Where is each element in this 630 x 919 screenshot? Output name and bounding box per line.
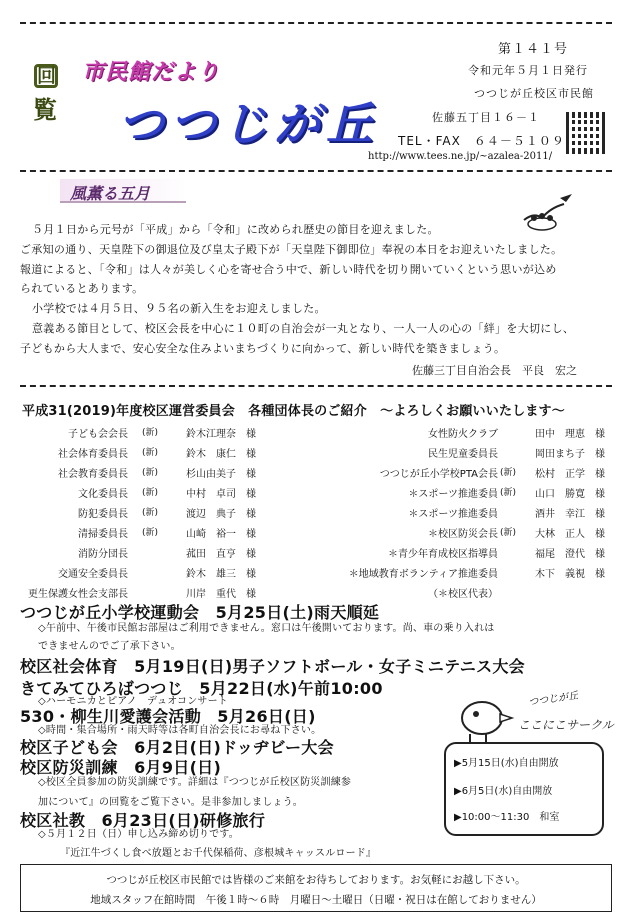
roster-l-role: 子ども会会長 [68, 429, 128, 440]
roster-l-name: 中村 卓司 [186, 489, 236, 500]
roster-l-name: 杉山由美子 [186, 469, 236, 480]
roster-r-name: 酒井 幸江 [535, 509, 585, 520]
greeting-signature: 佐藤三丁目自治会長 平良 宏之 [412, 364, 577, 377]
publisher: つつじが丘校区市民館 [474, 87, 594, 100]
circle-schedule-box [444, 742, 604, 836]
roster-l-name: 鈴木 雄三 [186, 569, 236, 580]
greeting-paragraph-3: 報道によると、「令和」は人々が美しく心を寄せ合う中で、新しい時代を切り開いていくという思いが込め [20, 263, 557, 276]
roster-row [20, 425, 620, 441]
roster-row [20, 485, 620, 501]
event-kodomo-title: 校区子ども会 6月2日(日)ドッヂビー大会 [20, 738, 334, 757]
roster-r-name: 木下 義視 [535, 569, 585, 580]
roster-l-name: 渡辺 典子 [186, 509, 236, 520]
event-530-title: 530・柳生川愛護会活動 5月26日(日) [20, 707, 316, 726]
roster-row [20, 465, 620, 481]
roster-r-name: 山口 勝寛 [535, 489, 585, 500]
roster-r-name: 大林 正人 [535, 529, 585, 540]
roster-l-role: 消防分団長 [78, 549, 128, 560]
kairan-mark: 回 [34, 64, 58, 88]
roster-l-new: (新) [142, 428, 159, 438]
roster-r-sama: 様 [595, 469, 605, 480]
roster-r-name: 松村 正学 [535, 469, 585, 480]
roster-r-role: ＊スポーツ推進委員 [408, 509, 498, 520]
roster-row [20, 505, 620, 521]
roster-l-name: 鈴木 康仁 [186, 449, 236, 460]
roster-row [20, 585, 620, 601]
newsletter-logo-title: つつじが丘 [118, 97, 378, 151]
footer-line-1: つつじが丘校区市民館では皆様のご来館をお待ちしております。お気軽にお越し下さい。 [106, 874, 526, 886]
circle-line-2: ▶6月5日(水)自由開放 [454, 786, 553, 797]
roster-r-sama: 様 [595, 429, 605, 440]
roster-row [20, 525, 620, 541]
roster-l-sama: 様 [246, 529, 256, 540]
greeting-paragraph-2: ご承知の通り、天皇陛下の御退位及び皇太子殿下が「天皇陛下御即位」奉祝の本日をお迎えいたしました。 [20, 243, 563, 256]
footer-line-2: 地域スタッフ在館時間 午後１時～６時 月曜日～土曜日（日曜・祝日は在館しておりません） [90, 894, 542, 906]
event-sports-title: 校区社会体育 5月19日(日)男子ソフトボール・女子ミニテニス大会 [20, 657, 525, 676]
roster-r-name: 田中 理恵 [535, 429, 585, 440]
roster-r-role: ＊青少年育成校区指導員 [388, 549, 498, 560]
greeting-paragraph-1: ５月１日から元号が「平成」から「令和」に改められ歴史の節目を迎えました。 [32, 223, 439, 236]
roster-l-new: (新) [142, 488, 159, 498]
roster-l-role: 防犯委員長 [78, 509, 128, 520]
header-divider [20, 170, 612, 172]
roster-l-name: 山崎 裕一 [186, 529, 236, 540]
greeting-paragraph-4: られているとあります。 [20, 282, 144, 295]
roster-l-new: (新) [142, 508, 159, 518]
circle-line-3: ▶10:00～11:30 和室 [454, 812, 560, 823]
roster-r-role: （＊校区代表） [428, 589, 498, 600]
event-shakyo-note-1: ◇５月１２日（日）申し込み締め切りです。 [38, 829, 239, 840]
roster-r-new: (新) [500, 528, 517, 538]
roster-r-sama: 様 [595, 529, 605, 540]
roster-r-sama: 様 [595, 549, 605, 560]
roster-l-role: 社会教育委員長 [58, 469, 128, 480]
roster-r-name: 岡田まち子 [535, 449, 585, 460]
roster-r-role: 女性防火クラブ [428, 429, 498, 440]
greeting-paragraph-7: 子どもから大人まで、安心安全な住みよいまちづくりに向かって、新しい時代を築きましょう。 [20, 342, 506, 355]
roster-l-new: (新) [142, 468, 159, 478]
qr-code-icon[interactable] [566, 112, 608, 154]
roster-l-sama: 様 [246, 449, 256, 460]
roster-l-sama: 様 [246, 589, 256, 600]
tel-fax: TEL・FAX ６４－５１０９ [398, 134, 565, 148]
event-sports-day-note-1: ◇午前中、午後市民館お部屋はご利用できません。窓口は午後開いております。尚、車の乗り入れは [38, 623, 495, 634]
event-530-note: ◇時間・集合場所・雨天時等は各町自治会長にお尋ね下さい。 [38, 725, 322, 736]
roster-l-sama: 様 [246, 509, 256, 520]
roster-r-sama: 様 [595, 569, 605, 580]
roster-l-new: (新) [142, 448, 159, 458]
roster-r-role: ＊校区防災会長 [428, 529, 498, 540]
section-divider [20, 385, 612, 387]
roster-r-name: 福尾 澄代 [535, 549, 585, 560]
greeting-paragraph-6: 意義ある節目として、校区会長を中心に１０町の自治会が一丸となり、一人一人の心の「絆」を大切にし、 [32, 322, 575, 335]
roster-l-sama: 様 [246, 569, 256, 580]
greeting-paragraph-5: 小学校では４月５日、９５名の新入生をお迎えしました。 [32, 302, 326, 315]
roster-r-role: ＊スポーツ推進委員 [408, 489, 498, 500]
circle-label-2: ここにこサークル [518, 718, 614, 732]
event-sports-day-title: つつじが丘小学校運動会 5月25日(土)雨天順延 [20, 603, 380, 622]
event-hiroba-title: きてみてひろばつつじ 5月22日(水)午前10:00 [20, 679, 383, 698]
event-shakyo-title: 校区社教 6月23日(日)研修旅行 [20, 811, 266, 830]
roster-l-sama: 様 [246, 489, 256, 500]
address: 佐藤五丁目１６－１ [432, 111, 540, 124]
roster-r-sama: 様 [595, 449, 605, 460]
roster-r-role: つつじが丘小学校PTA会長 [379, 469, 498, 480]
roster-r-sama: 様 [595, 509, 605, 520]
roster-l-name: 川岸 重代 [186, 589, 236, 600]
event-bousai-note-2: 加について』の回覧をご覧下さい。是非参加しましょう。 [38, 797, 303, 808]
roster-l-name: 鈴木江理奈 [186, 429, 236, 440]
kairan-mark-bottom: 覧 [33, 96, 57, 124]
roster-row [20, 545, 620, 561]
circle-label-1: つつじが丘 [527, 690, 579, 709]
bird-mascot-icon [456, 686, 516, 744]
circle-line-1: ▶5月15日(水)自由開放 [454, 758, 559, 769]
event-hiroba-note: ◇ハーモニカとピアノ デュオコンサート [38, 696, 228, 707]
roster-l-role: 清掃委員長 [78, 529, 128, 540]
roster-r-new: (新) [500, 488, 517, 498]
roster-r-sama: 様 [595, 489, 605, 500]
roster-l-role: 交通安全委員長 [58, 569, 128, 580]
event-shakyo-note-2: 『近江牛づくし食べ放題とお千代保稲荷、彦根城キャッスルロード』 [60, 848, 377, 859]
roster-r-new: (新) [500, 468, 517, 478]
roster-l-role: 社会体育委員長 [58, 449, 128, 460]
roster-row [20, 445, 620, 461]
roster-l-name: 菰田 直亨 [186, 549, 236, 560]
roster-title: 平成31(2019)年度校区運営委員会 各種団体長のご紹介 ～よろしくお願いいたします～ [22, 404, 565, 419]
roster-l-sama: 様 [246, 469, 256, 480]
event-sports-day-note-2: できませんのでご了承下さい。 [38, 641, 181, 652]
roster-l-role: 更生保護女性会支部長 [28, 589, 128, 600]
website-url[interactable]: http://www.tees.ne.jp/~azalea-2011/ [368, 151, 553, 162]
issue-date: 令和元年５月１日発行 [468, 64, 588, 77]
roster-r-role: 民生児童委員長 [428, 449, 498, 460]
newsletter-logo-small: 市民館だより [82, 60, 221, 85]
roster-l-sama: 様 [246, 549, 256, 560]
footer-box [20, 864, 612, 912]
roster-r-role: ＊地域教育ボランティア推進委員 [348, 569, 498, 580]
top-divider [20, 22, 612, 24]
roster-l-new: (新) [142, 528, 159, 538]
roster-l-sama: 様 [246, 429, 256, 440]
event-bousai-title: 校区防災訓練 6月9日(日) [20, 758, 222, 777]
roster-row [20, 565, 620, 581]
event-bousai-note-1: ◇校区全員参加の防災訓練です。詳細は『つつじが丘校区防災訓練参 [38, 777, 352, 788]
roster-l-role: 文化委員長 [78, 489, 128, 500]
greeting-banner: 風薫る五月 [60, 179, 186, 203]
issue-number: 第１４１号 [498, 42, 569, 57]
